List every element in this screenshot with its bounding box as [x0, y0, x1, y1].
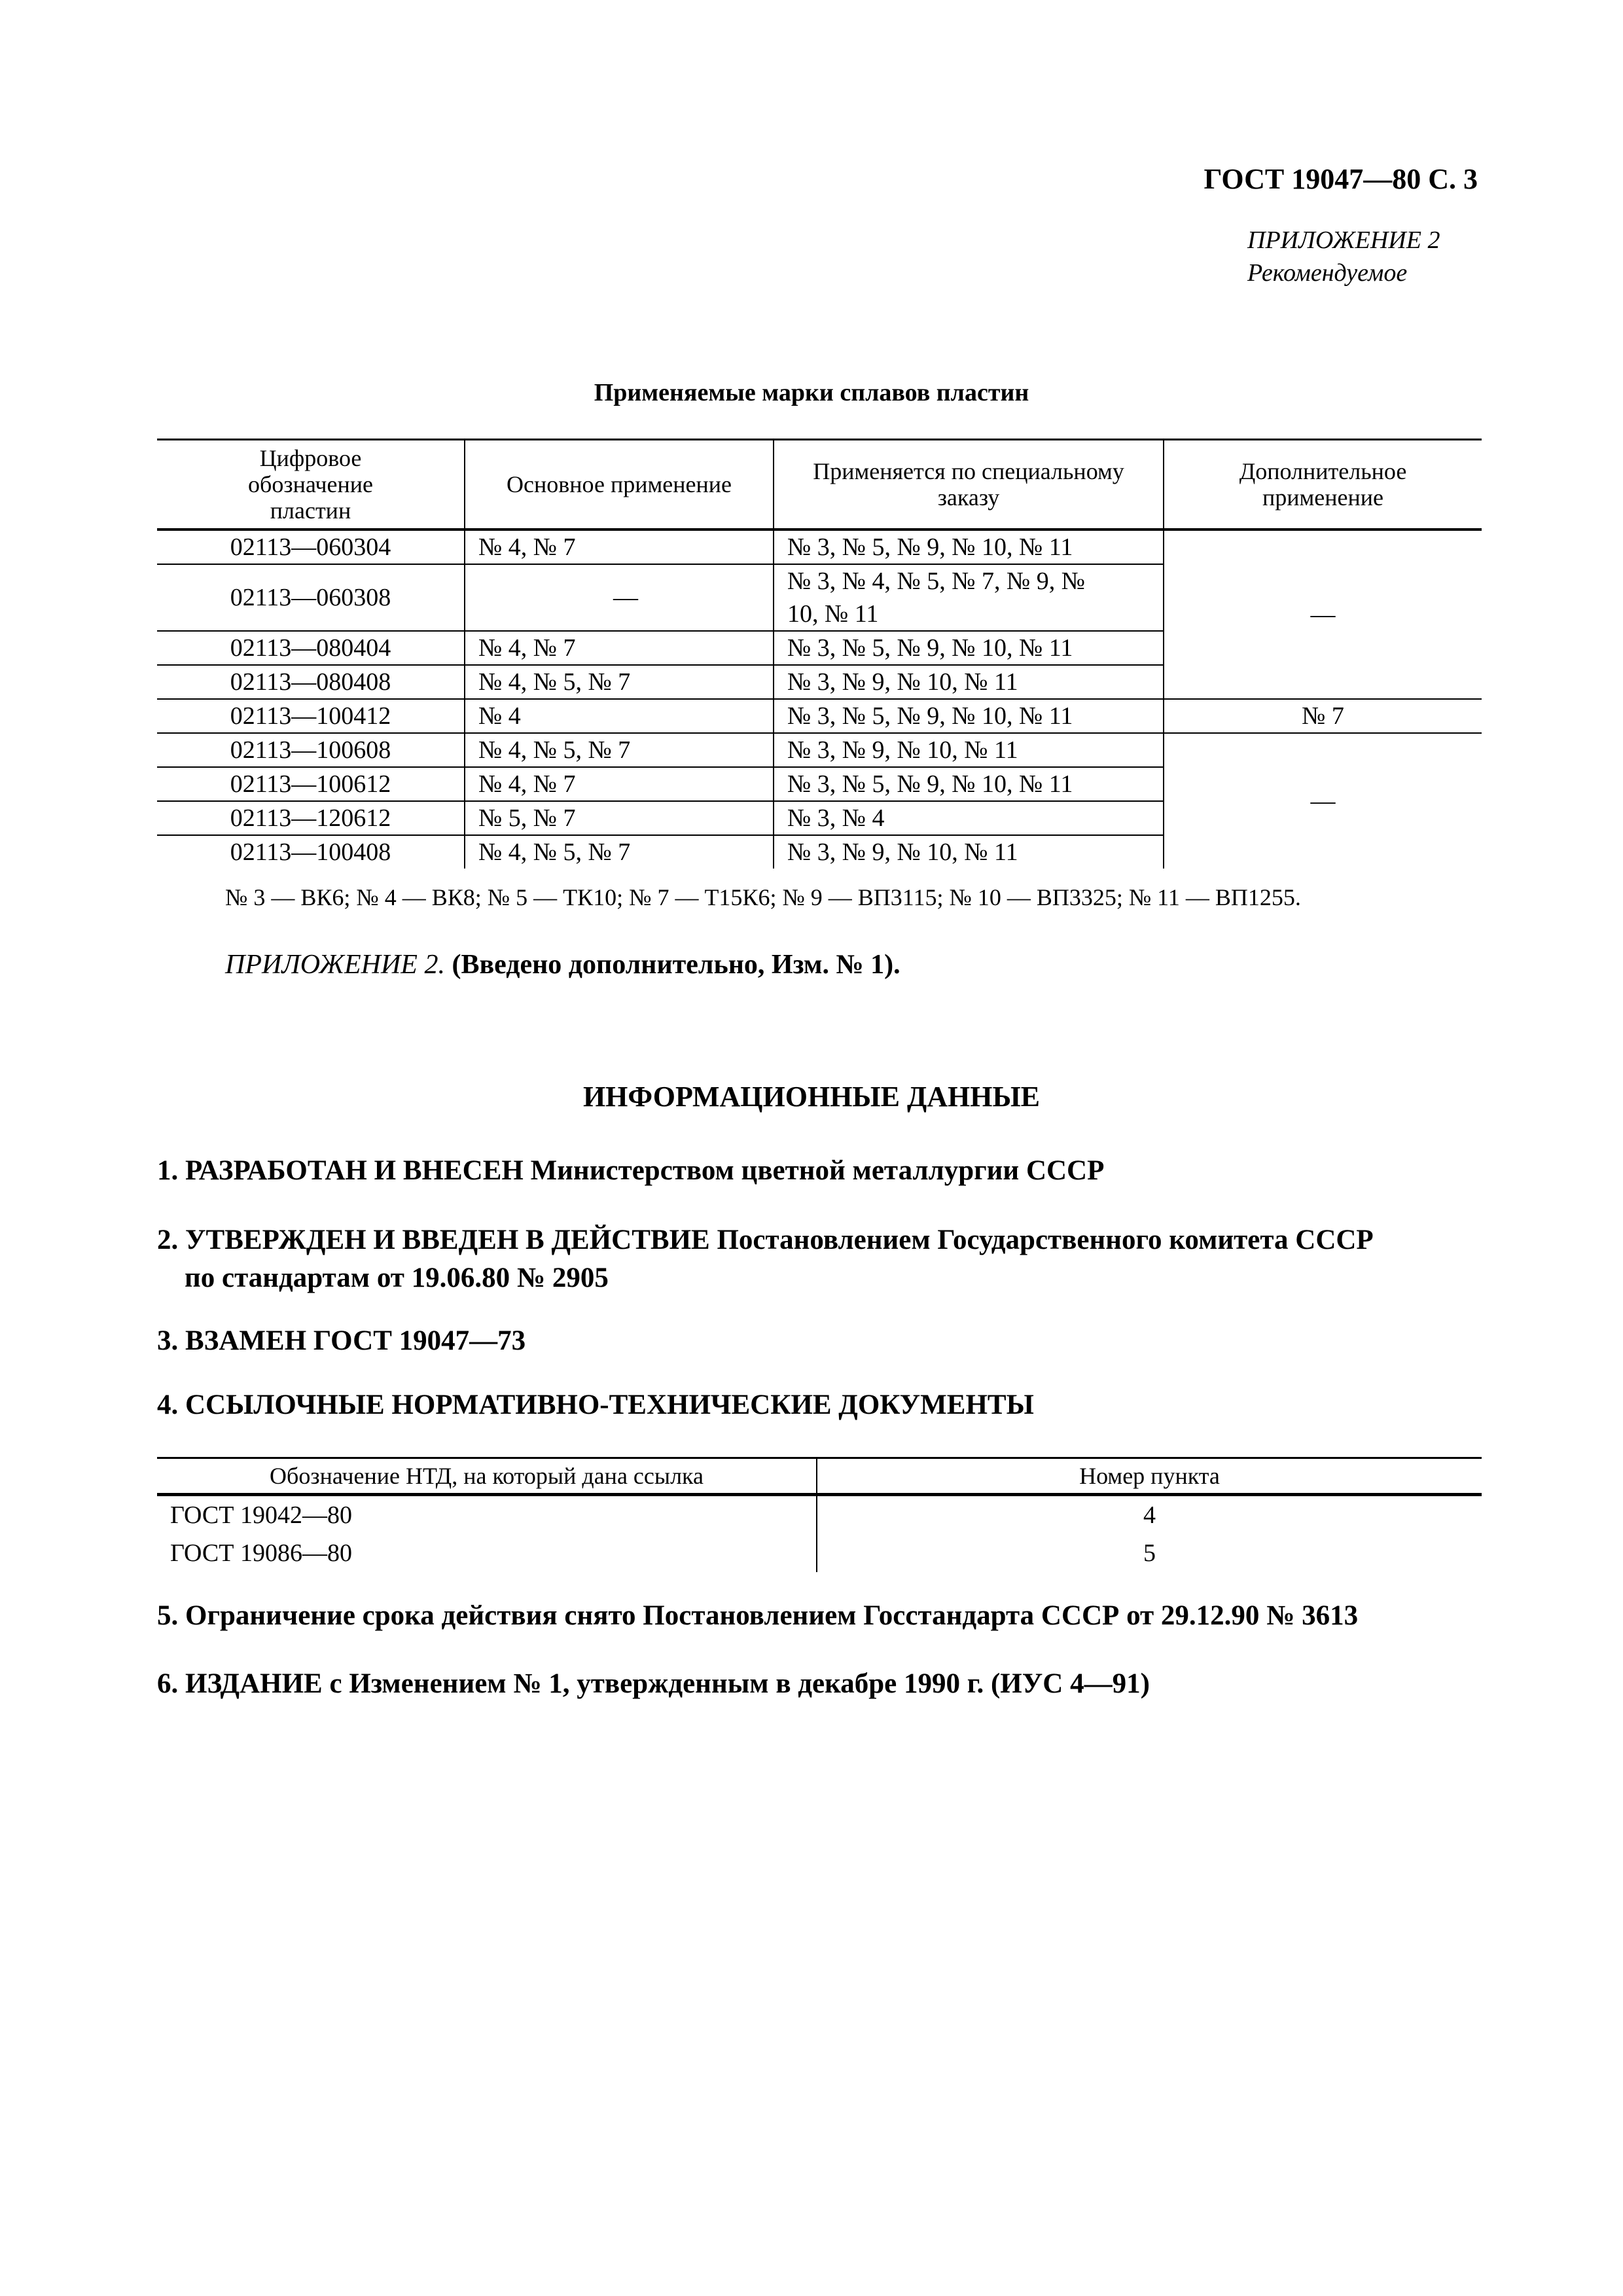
cell-extra-group-2: № 7 — [1164, 699, 1482, 733]
ref-header-doc: Обозначение НТД, на который дана ссылка — [157, 1458, 817, 1495]
cell-main: № 4, № 5, № 7 — [465, 733, 774, 767]
ref-cell-clause: 5 — [817, 1534, 1482, 1572]
table-row — [157, 699, 1482, 733]
ref-header-clause: Номер пункта — [817, 1458, 1482, 1495]
ref-cell-doc: ГОСТ 19042—80 — [170, 1501, 352, 1529]
ref-cell-doc: ГОСТ 19086—80 — [170, 1539, 352, 1567]
page-header: ГОСТ 19047—80 С. 3 — [1204, 163, 1478, 195]
cell-main: — — [465, 564, 774, 631]
info-item-2-line-2: по стандартам от 19.06.80 № 2905 — [185, 1263, 609, 1293]
table-header-row — [157, 440, 1482, 530]
info-item-3: 3. ВЗАМЕН ГОСТ 19047—73 — [157, 1325, 526, 1356]
ref-table-row — [157, 1534, 1482, 1572]
info-item-5: 5. Ограничение срока действия снято Постановлением Госстандарта СССР от 29.12.90 № 3613 — [157, 1600, 1359, 1631]
cell-extra-group-3: — — [1164, 733, 1482, 869]
cell-special: № 3, № 9, № 10, № 11 — [774, 665, 1164, 699]
info-item-1: 1. РАЗРАБОТАН И ВНЕСЕН Министерством цветной металлургии СССР — [157, 1155, 1105, 1186]
header-extra-use — [1164, 440, 1482, 530]
cell-code: 02113—080404 — [157, 631, 465, 665]
cell-special: № 3, № 9, № 10, № 11 — [774, 733, 1164, 767]
cell-special: № 3, № 4 — [774, 801, 1164, 835]
header-special-order — [774, 440, 1164, 530]
cell-special: № 3, № 5, № 9, № 10, № 11 — [774, 699, 1164, 733]
cell-code: 02113—060308 — [157, 564, 465, 631]
cell-special: № 3, № 5, № 9, № 10, № 11 — [774, 767, 1164, 801]
cell-code: 02113—100412 — [157, 699, 465, 733]
header-code — [157, 440, 465, 530]
appendix-number: ПРИЛОЖЕНИЕ 2 — [1247, 226, 1440, 254]
info-item-6: 6. ИЗДАНИЕ с Изменением № 1, утвержденным в декабре 1990 г. (ИУС 4—91) — [157, 1668, 1150, 1699]
cell-extra-group-1: — — [1164, 529, 1482, 699]
appendix-amendment-note — [225, 949, 901, 980]
info-item-2-line-1: 2. УТВЕРЖДЕН И ВВЕДЕН В ДЕЙСТВИЕ Постановлением Государственного комитета СССР — [157, 1225, 1374, 1255]
ref-table-header-row — [157, 1458, 1482, 1495]
cell-main: № 4, № 5, № 7 — [465, 835, 774, 869]
header-main-use: Основное применение — [465, 440, 774, 530]
cell-main: № 4, № 5, № 7 — [465, 665, 774, 699]
header-code-text: Цифровое обозначение пластин — [248, 445, 373, 524]
cell-special: № 3, № 9, № 10, № 11 — [774, 835, 1164, 869]
cell-code: 02113—120612 — [157, 801, 465, 835]
cell-special: № 3, № 5, № 9, № 10, № 11 — [774, 631, 1164, 665]
appendix-label — [1247, 224, 1440, 289]
info-item-2 — [157, 1221, 1482, 1297]
cell-main: № 5, № 7 — [465, 801, 774, 835]
header-extra-text: Дополнительное применение — [1239, 458, 1407, 511]
cell-main: № 4 — [465, 699, 774, 733]
table-row — [157, 733, 1482, 767]
cell-main: № 4, № 7 — [465, 767, 774, 801]
info-item-4: 4. ССЫЛОЧНЫЕ НОРМАТИВНО-ТЕХНИЧЕСКИЕ ДОКУМЕНТЫ — [157, 1390, 1034, 1420]
cell-code: 02113—100612 — [157, 767, 465, 801]
appendix-note-ref: ПРИЛОЖЕНИЕ 2. — [225, 950, 445, 980]
table-row — [157, 529, 1482, 564]
alloy-legend: № 3 — ВК6; № 4 — ВК8; № 5 — ТК10; № 7 — Т15К6; № 9 — ВП3115; № 10 — ВП3325; № 11 — ВП1255. — [225, 884, 1301, 910]
cell-main: № 4, № 7 — [465, 631, 774, 665]
ref-table-row — [157, 1495, 1482, 1535]
cell-special: № 3, № 5, № 9, № 10, № 11 — [774, 529, 1164, 564]
cell-special-text: № 3, № 4, № 5, № 7, № 9, № 10, № 11 — [787, 567, 1086, 628]
cell-code: 02113—060304 — [157, 529, 465, 564]
appendix-status: Рекомендуемое — [1247, 259, 1408, 287]
ref-cell-clause: 4 — [817, 1495, 1482, 1535]
cell-code: 02113—080408 — [157, 665, 465, 699]
appendix-note-text: (Введено дополнительно, Изм. № 1). — [452, 950, 901, 980]
header-special-text: Применяется по специальному заказу — [813, 458, 1124, 511]
table-title: Применяемые марки сплавов пластин — [594, 379, 1029, 406]
cell-special — [774, 564, 1164, 631]
cell-code: 02113—100608 — [157, 733, 465, 767]
reference-documents-table — [157, 1457, 1482, 1572]
info-section-title: ИНФОРМАЦИОННЫЕ ДАННЫЕ — [582, 1081, 1041, 1113]
alloy-grades-table — [157, 439, 1482, 869]
cell-main: № 4, № 7 — [465, 529, 774, 564]
cell-code: 02113—100408 — [230, 838, 391, 866]
